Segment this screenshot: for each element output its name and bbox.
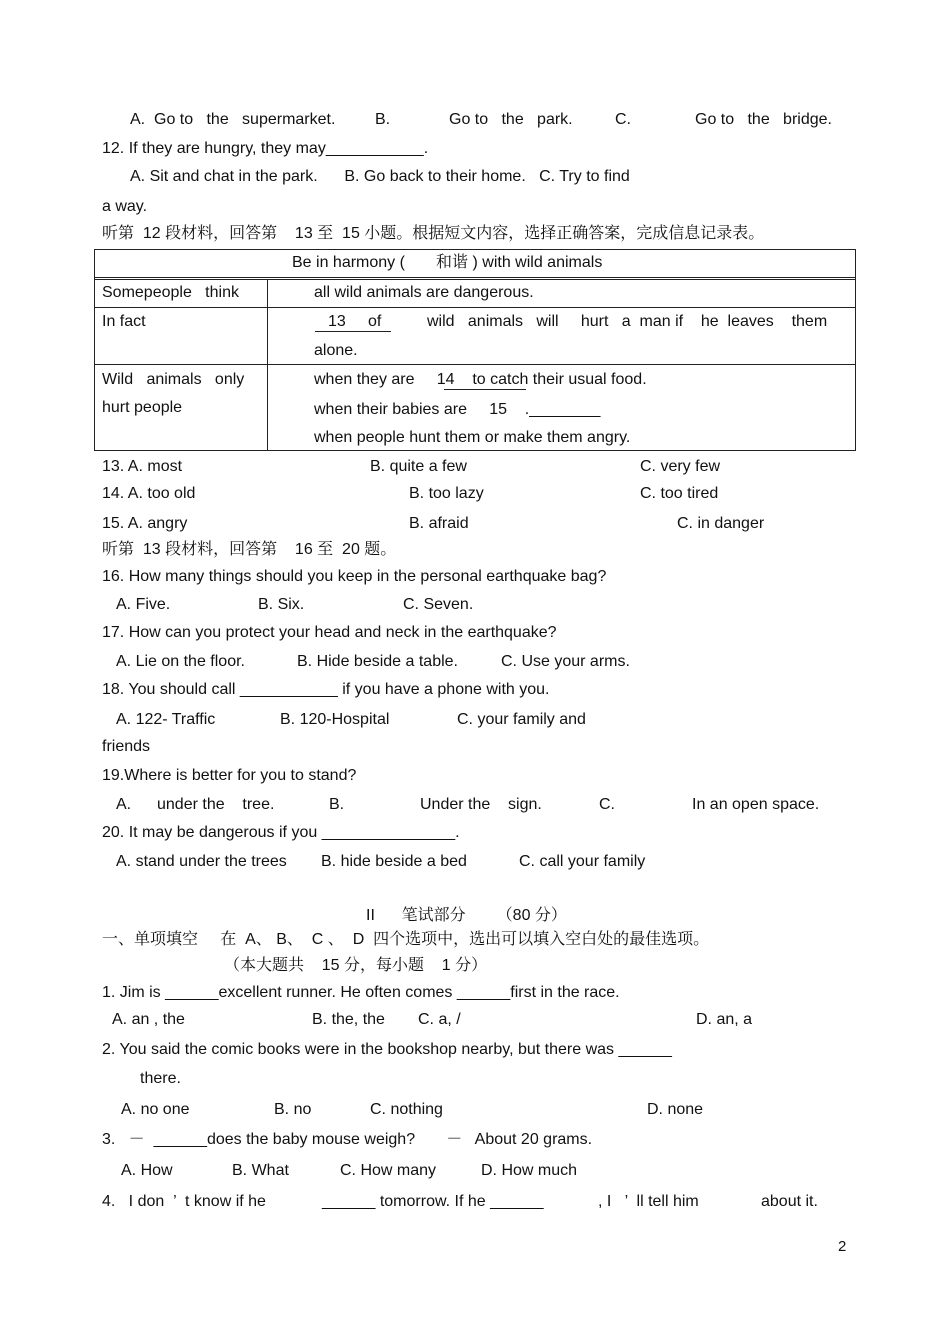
q19-option-a: under the tree. xyxy=(157,796,275,813)
info-record-table xyxy=(94,249,856,451)
w4-stem-part1: 4. I don ’ t know if he xyxy=(102,1193,266,1210)
w2-option-b: B. no xyxy=(274,1101,312,1118)
w2-option-a: A. no one xyxy=(121,1101,190,1118)
q15-option-b: B. afraid xyxy=(409,515,469,532)
row3-line1: when they are 14 to catch their usual food. xyxy=(314,371,647,388)
q13-option-b: B. quite a few xyxy=(370,458,467,475)
q12-stem: 12. If they are hungry, they may___________. xyxy=(102,140,429,157)
row3-label-line1: Wild animals only xyxy=(102,371,245,388)
q19-option-b-letter: B. xyxy=(329,796,345,813)
q15-option-c: C. in danger xyxy=(677,515,765,532)
w3-option-c: C. How many xyxy=(340,1162,437,1179)
section-13-intro: 听第 13 段材料，回答第 16 至 20 题。 xyxy=(102,541,397,558)
q17-option-c: C. Use your arms. xyxy=(501,653,630,670)
q16-option-c: C. Seven. xyxy=(403,596,474,613)
row1-text: all wild animals are dangerous. xyxy=(314,284,534,301)
q19-stem: 19.Where is better for you to stand? xyxy=(102,767,357,784)
w1-option-d: D. an, a xyxy=(696,1011,753,1028)
q17-stem: 17. How can you protect your head and neck in the earthquake? xyxy=(102,624,557,641)
w3-option-a: A. How xyxy=(121,1162,173,1179)
q11-option-b-letter: B. xyxy=(375,111,391,128)
q18-option-c-cont: friends xyxy=(102,738,151,755)
q14-option-b: B. too lazy xyxy=(409,485,484,502)
w1-option-a: A. an , the xyxy=(112,1011,185,1028)
row2-text: wild animals will hurt a man if he leaves them xyxy=(427,313,828,330)
q20-option-a: A. stand under the trees xyxy=(116,853,287,870)
q19-option-c: In an open space. xyxy=(692,796,820,813)
q16-stem: 16. How many things should you keep in the personal earthquake bag? xyxy=(102,568,607,585)
q19-option-b: Under the sign. xyxy=(420,796,542,813)
w4-stem-part2: ______ tomorrow. If he ______ xyxy=(322,1193,544,1210)
q13-option-a: 13. A. most xyxy=(102,458,183,475)
w2-stem-cont: there. xyxy=(140,1070,181,1087)
q11-option-b: Go to the park. xyxy=(449,111,573,128)
q11-option-c: Go to the bridge. xyxy=(695,111,832,128)
q18-stem: 18. You should call ___________ if you have a phone with you. xyxy=(102,681,550,698)
w4-stem-part4: about it. xyxy=(761,1193,818,1210)
q12-options-cont: a way. xyxy=(102,198,148,215)
row3-line3: when people hunt them or make them angry. xyxy=(314,429,631,446)
q12-options: A. Sit and chat in the park. B. Go back to their home. C. Try to find xyxy=(130,168,630,185)
q13-option-c: C. very few xyxy=(640,458,721,475)
section-one-subtitle: （本大题共 15 分，每小题 1 分） xyxy=(224,957,488,974)
w2-option-d: D. none xyxy=(647,1101,704,1118)
w2-option-c: C. nothing xyxy=(370,1101,443,1118)
q14-option-a: 14. A. too old xyxy=(102,485,196,502)
section-12-intro: 听第 12 段材料，回答第 13 至 15 小题。根据短文内容，选择正确答案，完成信息记录表。 xyxy=(102,225,765,242)
q18-option-c: C. your family and xyxy=(457,711,586,728)
w3-option-d: D. How much xyxy=(481,1162,578,1179)
w3-stem: 3. － ______does the baby mouse weigh? － About 20 grams. xyxy=(102,1131,593,1148)
q18-option-b: B. 120-Hospital xyxy=(280,711,390,728)
q11-option-c-letter: C. xyxy=(615,111,631,128)
q17-option-a: A. Lie on the floor. xyxy=(116,653,245,670)
w4-stem-part3: , I ’ ll tell him xyxy=(598,1193,699,1210)
q20-option-c: C. call your family xyxy=(519,853,646,870)
q14-option-c: C. too tired xyxy=(640,485,719,502)
section-one-title: 一、单项填空 在 A、 B、 C 、 D 四个选项中，选出可以填入空白处的最佳选项。 xyxy=(102,931,710,948)
row2-label: In fact xyxy=(102,313,146,330)
q20-option-b: B. hide beside a bed xyxy=(321,853,467,870)
w2-stem: 2. You said the comic books were in the bookshop nearby, but there was ______ xyxy=(102,1041,672,1058)
w1-stem: 1. Jim is ______excellent runner. He often comes ______first in the race. xyxy=(102,984,620,1001)
q20-stem: 20. It may be dangerous if you _______________. xyxy=(102,824,460,841)
q17-option-b: B. Hide beside a table. xyxy=(297,653,458,670)
page-number: 2 xyxy=(838,1238,847,1255)
q19-option-c-letter: C. xyxy=(599,796,615,813)
q19-option-a-letter: A. xyxy=(116,796,132,813)
w1-option-b: B. the, the xyxy=(312,1011,385,1028)
q16-option-b: B. Six. xyxy=(258,596,305,613)
w3-option-b: B. What xyxy=(232,1162,289,1179)
row1-label: Somepeople think xyxy=(102,284,239,301)
row3-label-line2: hurt people xyxy=(102,399,183,416)
row2-text-cont: alone. xyxy=(314,342,358,359)
q18-option-a: A. 122- Traffic xyxy=(116,711,216,728)
q16-option-a: A. Five. xyxy=(116,596,171,613)
table-title: Be in harmony ( 和谐 ) with wild animals xyxy=(292,254,603,271)
row3-line2: when their babies are 15 .________ xyxy=(314,401,601,418)
w1-option-c: C. a, / xyxy=(418,1011,461,1028)
q11-option-a: A. Go to the supermarket. xyxy=(130,111,336,128)
q15-option-a: 15. A. angry xyxy=(102,515,188,532)
blank-13: 13 of xyxy=(328,313,382,330)
part-two-title: II 笔试部分 （80 分） xyxy=(366,907,567,924)
